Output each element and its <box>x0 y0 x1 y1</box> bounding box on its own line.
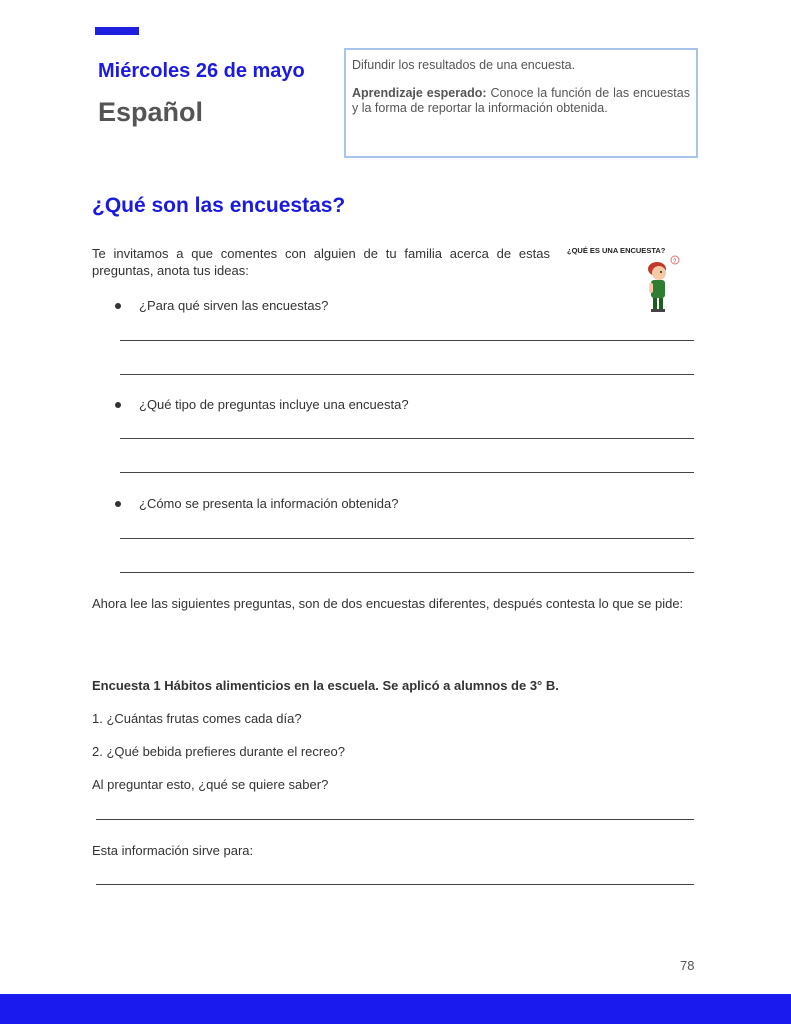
illustration-caption: ¿QUÉ ES UNA ENCUESTA? <box>567 246 666 255</box>
survey-question-1: 1. ¿Cuántas frutas comes cada día? <box>92 711 302 726</box>
answer-line[interactable] <box>96 884 694 885</box>
question-item <box>115 298 328 313</box>
svg-text:?: ? <box>673 259 677 265</box>
expected-learning <box>352 86 690 116</box>
answer-line[interactable] <box>120 438 694 439</box>
answer-line[interactable] <box>120 538 694 539</box>
survey-prompt-purpose: Al preguntar esto, ¿qué se quiere saber? <box>92 777 329 792</box>
bullet-icon <box>115 402 121 408</box>
question-text: ¿Para qué sirven las encuestas? <box>139 298 329 313</box>
bullet-icon <box>115 303 121 309</box>
instructions-paragraph: Ahora lee las siguientes preguntas, son de dos encuestas diferentes, después contesta lo que se pide: <box>92 596 684 611</box>
survey-title: Encuesta 1 Hábitos alimenticios en la escuela. Se aplicó a alumnos de 3° B. <box>92 678 559 693</box>
objective-box <box>344 48 698 158</box>
answer-line[interactable] <box>120 472 694 473</box>
footer-bar <box>0 994 791 1024</box>
intro-paragraph: Te invitamos a que comentes con alguien de tu familia acerca de estas preguntas, anota tus ideas: <box>92 246 550 278</box>
objective-topic: Difundir los resultados de una encuesta. <box>352 58 576 72</box>
expected-learning-text: Conoce la función de las encuestas y la forma de reportar la información obtenida. <box>352 86 690 115</box>
question-text: ¿Qué tipo de preguntas incluye una encuesta? <box>139 397 409 412</box>
survey-prompt-use: Esta información sirve para: <box>92 843 254 858</box>
answer-line[interactable] <box>120 340 694 341</box>
subject-title: Español <box>98 97 204 127</box>
page-number: 78 <box>680 958 695 973</box>
question-text: ¿Cómo se presenta la información obtenida? <box>139 496 399 511</box>
section-title: ¿Qué son las encuestas? <box>92 194 346 217</box>
lesson-date: Miércoles 26 de mayo <box>98 60 305 82</box>
question-item <box>115 397 409 412</box>
bullet-icon <box>115 501 121 507</box>
question-item <box>115 496 398 511</box>
survey-illustration <box>565 243 693 313</box>
answer-line[interactable] <box>120 374 694 375</box>
answer-line[interactable] <box>120 572 694 573</box>
expected-learning-label: Aprendizaje esperado: <box>352 86 487 100</box>
header-accent-bar <box>95 27 139 35</box>
answer-line[interactable] <box>96 819 694 820</box>
survey-question-2: 2. ¿Qué bebida prefieres durante el recreo? <box>92 744 345 759</box>
